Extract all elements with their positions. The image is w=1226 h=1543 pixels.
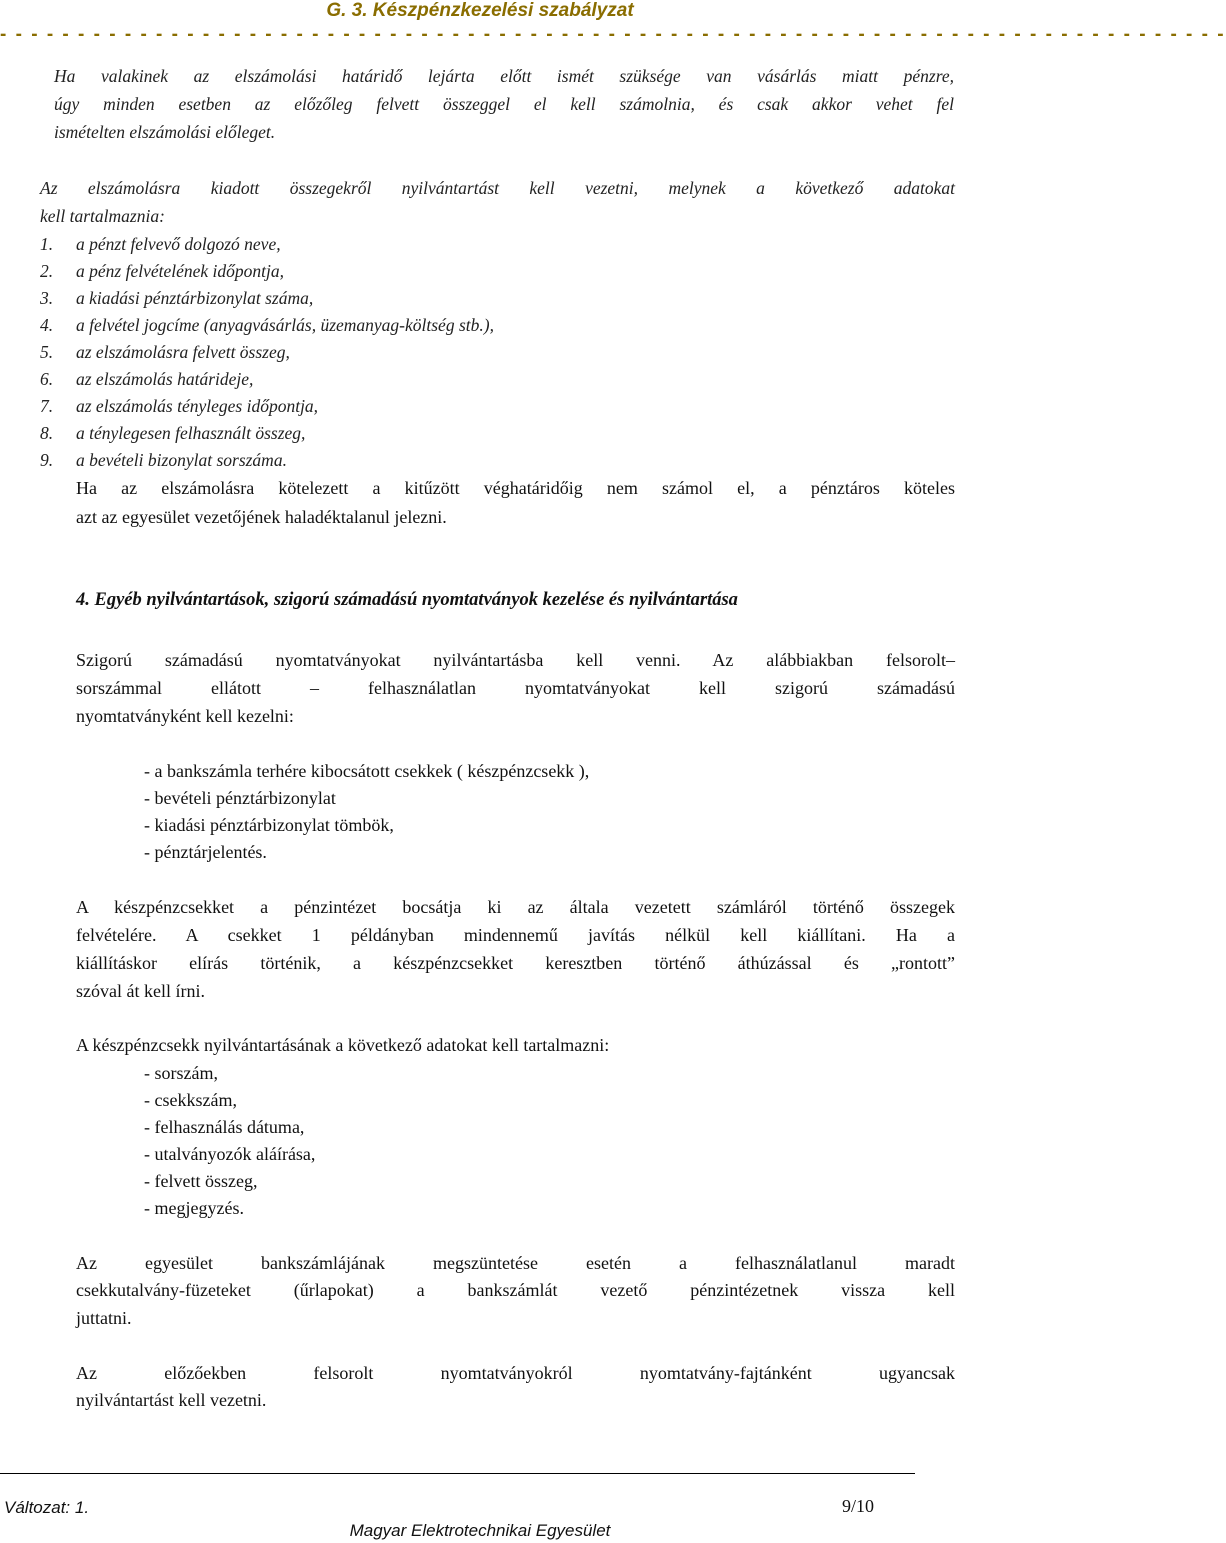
list-item-text: az elszámolás tényleges időpontja,	[76, 396, 319, 416]
list-item: - pénztárjelentés.	[144, 842, 267, 862]
p2-line-3: kiállításkor elírás történik, a készpénzcsekket keresztben történő áthúzással és „rontott”	[76, 953, 955, 973]
page-header-title: G. 3. Készpénzkezelési szabályzat	[326, 0, 634, 21]
intro-line-3: ismételten elszámolási előleget.	[54, 122, 276, 142]
list-item: - kiadási pénztárbizonylat tömbök,	[144, 815, 394, 835]
list-item-number: 1.	[40, 234, 54, 254]
list-item: - csekkszám,	[144, 1090, 237, 1110]
records-after-line-2: azt az egyesület vezetőjének haladéktalanul jelezni.	[76, 507, 447, 527]
section-heading: 4. Egyéb nyilvántartások, szigorú számadású nyomtatványok kezelése és nyilvántartása	[76, 590, 738, 610]
p2-line-2: felvételére. A csekket 1 példányban mindennemű javítás nélkül kell kiállítani. Ha a	[76, 925, 955, 945]
p5-line-2: nyilvántartást kell vezetni.	[76, 1390, 267, 1410]
list-item: - utalványozók aláírása,	[144, 1144, 316, 1164]
list-item-number: 9.	[40, 450, 54, 470]
p1-line-2: sorszámmal ellátott – felhasználatlan nyomtatványokat kell szigorú számadású	[76, 678, 955, 698]
p4-line-1: Az egyesület bankszámlájának megszüntetése esetén a felhasználatlanul maradt	[76, 1253, 955, 1273]
records-after-line-1: Ha az elszámolásra kötelezett a kitűzött véghatáridőig nem számol el, a pénztáros köteles	[76, 478, 955, 498]
list-item: - felhasználás dátuma,	[144, 1117, 305, 1137]
list-item: - a bankszámla terhére kibocsátott csekkek ( készpénzcsekk ),	[144, 761, 590, 781]
p2-line-4: szóval át kell írni.	[76, 981, 205, 1001]
list-item-text: a pénz felvételének időpontja,	[76, 261, 284, 281]
list-item: - megjegyzés.	[144, 1198, 244, 1218]
list-item-number: 7.	[40, 396, 54, 416]
list-item: - bevételi pénztárbizonylat	[144, 788, 336, 808]
list-item-number: 5.	[40, 342, 54, 362]
p4-line-2: csekkutalvány-füzeteket (űrlapokat) a bankszámlát vezető pénzintézetnek vissza kell	[76, 1280, 955, 1300]
records-lead-line-2: kell tartalmaznia:	[40, 206, 165, 226]
p3-lead: A készpénzcsekk nyilvántartásának a következő adatokat kell tartalmazni:	[76, 1035, 610, 1055]
list-item-text: az elszámolásra felvett összeg,	[76, 342, 290, 362]
footer-version: Változat: 1.	[4, 1498, 90, 1517]
p4-line-3: juttatni.	[76, 1308, 132, 1328]
list-item-text: a pénzt felvevő dolgozó neve,	[76, 234, 281, 254]
records-lead-line-1: Az elszámolásra kiadott összegekről nyilvántartást kell vezetni, melynek a következő adatokat	[40, 178, 955, 198]
list-item: - felvett összeg,	[144, 1171, 258, 1191]
header-dashed-rule: - - - - - - - - - - - - - - - - - - - - - - - - - - - - - - - - - - - - - - - - - - - - - - - - - - - - - - - - - - - - - - - - - - - - - - - - - - - - - - -	[0, 24, 1226, 45]
footer-page-number: 9/10	[842, 1496, 875, 1516]
list-item-text: az elszámolás határideje,	[76, 369, 254, 389]
p5-line-1: Az előzőekben felsorolt nyomtatványokról nyomtatvány-fajtánként ugyancsak	[76, 1363, 955, 1383]
p1-line-3: nyomtatványként kell kezelni:	[76, 706, 294, 726]
list-item-number: 6.	[40, 369, 54, 389]
intro-line-1: Ha valakinek az elszámolási határidő lejárta előtt ismét szüksége van vásárlás miatt pénzre,	[54, 66, 954, 86]
footer-organization: Magyar Elektrotechnikai Egyesület	[349, 1521, 611, 1540]
list-item-text: a bevételi bizonylat sorszáma.	[76, 450, 287, 470]
footer-rule	[0, 1473, 915, 1474]
list-item-number: 4.	[40, 315, 54, 335]
p2-line-1: A készpénzcsekket a pénzintézet bocsátja ki az általa vezetett számláról történő összegek	[76, 897, 955, 917]
list-item-number: 3.	[40, 288, 54, 308]
list-item-number: 8.	[40, 423, 54, 443]
intro-line-2: úgy minden esetben az előzőleg felvett összeggel el kell számolnia, és csak akkor vehet fel	[54, 94, 954, 114]
list-item-text: a ténylegesen felhasznált összeg,	[76, 423, 306, 443]
list-item-text: a kiadási pénztárbizonylat száma,	[76, 288, 314, 308]
list-item: - sorszám,	[144, 1063, 218, 1083]
list-item-number: 2.	[40, 261, 54, 281]
p1-line-1: Szigorú számadású nyomtatványokat nyilvántartásba kell venni. Az alábbiakban felsorolt–	[76, 650, 955, 670]
list-item-text: a felvétel jogcíme (anyagvásárlás, üzemanyag-költség stb.),	[76, 315, 494, 335]
